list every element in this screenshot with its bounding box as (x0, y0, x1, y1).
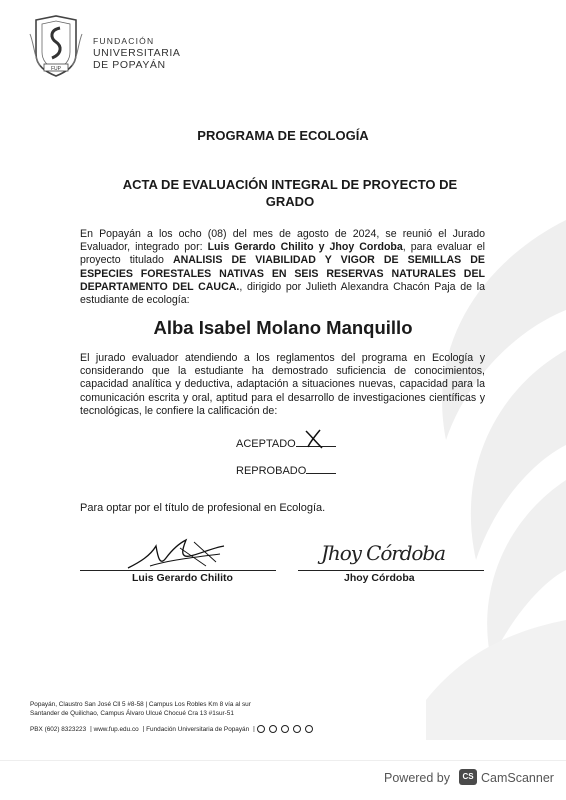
accepted-label: ACEPTADO (236, 438, 296, 450)
juror-1-name: Luis Gerardo Chilito (132, 572, 233, 584)
social-icon[interactable] (293, 725, 301, 733)
footer-contact: PBX (602) 8323223 | www.fup.edu.co | Fundación Universitaria de Popayán | (30, 725, 317, 733)
footer-address-line-1: Popayán, Claustro San José Cll 5 #8-58 | Campus Los Robles Km 8 vía al sur (30, 701, 251, 708)
student-name: Alba Isabel Molano Manquillo (153, 317, 413, 338)
x-check-mark (302, 428, 326, 450)
juror-2-name: Jhoy Córdoba (344, 572, 415, 584)
social-icon[interactable] (269, 725, 277, 733)
intro-text-3: , dirigido por Julieth Alexandra Chacón Paja de la estudiante de ecología: (80, 280, 485, 307)
brand-line-1: FUNDACIÓN (93, 36, 155, 46)
footer-org: Fundación Universitaria de Popayán (146, 725, 250, 733)
powered-by-label: Powered by (384, 771, 451, 785)
intro-text-2: , para evaluar el proyecto titulado (80, 241, 486, 267)
camscanner-logo-icon: CS (459, 769, 477, 785)
project-title: ANALISIS DE VIABILIDAD Y VIGOR DE SEMILLAS DE ESPECIES FORESTALES NATIVAS EN SEIS RESERVAS NATURALES DEL DEPARTAMENTO DEL CAUCA. (80, 254, 485, 293)
camscanner-name: CamScanner (481, 771, 554, 785)
brand-line-3: DE POPAYÁN (93, 59, 166, 71)
rejected-label: REPROBADO (236, 465, 307, 477)
university-crest-logo (28, 14, 84, 78)
social-icon[interactable] (257, 725, 265, 733)
intro-text-1: En Popayán a los ocho (08) del mes de agosto de 2024, se reunió el Jurado Evaluador, integrado por: (80, 228, 485, 254)
footer-pbx: PBX (602) 8323223 (30, 725, 87, 733)
signature-line-1 (80, 570, 276, 571)
footer-address-line-2: Santander de Quilichao, Campus Álvaro Ulcué Chocué Cra 13 #1sur-51 (30, 710, 234, 717)
degree-purpose: Para optar por el título de profesional en Ecología. (80, 502, 326, 514)
social-icon[interactable] (281, 725, 289, 733)
result-rejected (236, 465, 336, 477)
brand-name (93, 35, 181, 71)
logo-text: FUP (51, 66, 61, 72)
footer-web-link[interactable]: www.fup.edu.co (93, 725, 139, 733)
evaluation-paragraph: El jurado evaluador atendiendo a los reglamentos del programa en Ecología y considerando que la estudiante ha demostrado suficiencia de conocimientos, capacidad analítica y deductiva, adaptación a situaciones nuevas, capacidad para la comunicación escrita y oral, aptitud para el desarrollo de investigaciones científicas y tecnológicas, le confiere la calificación de: (80, 352, 485, 417)
footer-address (30, 700, 510, 718)
social-icon[interactable] (305, 725, 313, 733)
scanner-divider (0, 760, 566, 761)
jury-names: Luis Gerardo Chilito y Jhoy Cordoba (207, 241, 403, 254)
handwritten-signature-text: Jhoy Córdoba (321, 541, 446, 565)
signature-line-2 (298, 570, 484, 571)
program-title: PROGRAMA DE ECOLOGÍA (197, 128, 369, 143)
intro-paragraph (80, 228, 485, 307)
document-title: ACTA DE EVALUACIÓN INTEGRAL DE PROYECTO DE GRADO (122, 177, 458, 209)
brand-line-2: UNIVERSITARIA (93, 47, 181, 59)
